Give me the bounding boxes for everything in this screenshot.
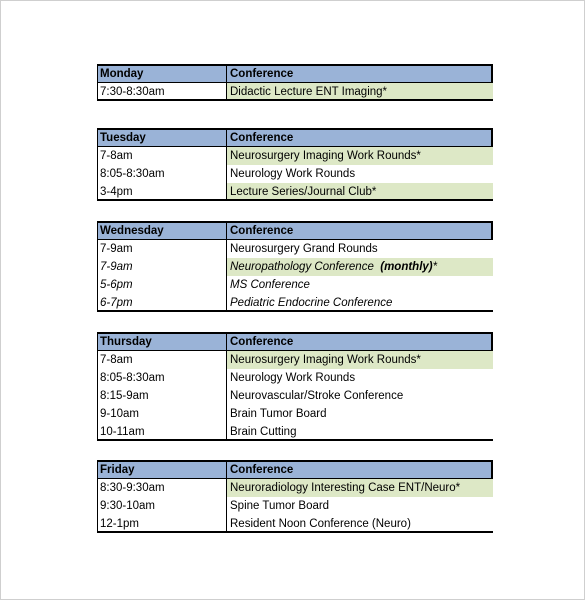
day-heading: Tuesday — [97, 130, 227, 146]
event-cell: MS Conference — [230, 279, 310, 291]
time-cell: 9-10am — [97, 405, 227, 423]
event-cell: Resident Noon Conference (Neuro) — [230, 518, 411, 530]
table-row — [97, 165, 493, 183]
time-cell: 8:30-9:30am — [97, 479, 227, 497]
schedule-block-friday — [97, 460, 493, 533]
table-row — [97, 387, 493, 405]
table-row — [97, 240, 493, 258]
day-heading: Monday — [97, 66, 227, 82]
day-heading: Wednesday — [97, 223, 227, 239]
time-cell: 9:30-10am — [97, 497, 227, 515]
event-frequency: (monthly) — [380, 261, 433, 273]
event-cell: Pediatric Endocrine Conference — [230, 297, 393, 309]
conference-heading: Conference — [230, 464, 294, 476]
conference-heading: Conference — [230, 132, 294, 144]
table-header — [97, 460, 493, 479]
event-cell: Neuroradiology Interesting Case ENT/Neuro* — [227, 479, 493, 497]
conference-heading: Conference — [230, 225, 294, 237]
event-cell: Spine Tumor Board — [230, 500, 330, 512]
schedule-block-tuesday — [97, 128, 493, 201]
event-cell: Didactic Lecture ENT Imaging* — [227, 83, 493, 99]
table-row — [97, 276, 493, 294]
time-cell: 7:30-8:30am — [97, 83, 227, 99]
event-cell: Neurovascular/Stroke Conference — [230, 390, 404, 402]
table-row — [97, 515, 493, 533]
time-cell: 8:05-8:30am — [97, 369, 227, 387]
conference-heading: Conference — [230, 68, 294, 80]
table-row — [97, 351, 493, 369]
table-row — [97, 479, 493, 497]
time-cell: 8:15-9am — [97, 387, 227, 405]
event-cell: Neurology Work Rounds — [230, 168, 356, 180]
event-cell: Neurosurgery Imaging Work Rounds* — [227, 351, 493, 369]
table-row — [97, 183, 493, 201]
time-cell: 10-11am — [97, 423, 227, 439]
table-header — [97, 64, 493, 83]
event-text: Neuropathology Conference — [230, 261, 374, 273]
time-cell: 3-4pm — [97, 183, 227, 199]
time-cell: 7-8am — [97, 147, 227, 165]
time-cell: 7-9am — [97, 258, 227, 276]
event-cell: Brain Cutting — [230, 426, 297, 438]
event-cell: Neurosurgery Grand Rounds — [230, 243, 378, 255]
schedule-block-wednesday — [97, 221, 493, 312]
event-asterisk: * — [432, 261, 438, 273]
schedule-block-thursday — [97, 332, 493, 441]
table-row — [97, 423, 493, 441]
time-cell: 7-9am — [97, 240, 227, 258]
event-cell: Neurosurgery Imaging Work Rounds* — [227, 147, 493, 165]
event-cell — [227, 258, 493, 276]
time-cell: 7-8am — [97, 351, 227, 369]
event-cell: Neurology Work Rounds — [230, 372, 356, 384]
table-header — [97, 128, 493, 147]
time-cell: 8:05-8:30am — [97, 165, 227, 183]
day-heading: Friday — [97, 462, 227, 478]
time-cell: 6-7pm — [97, 294, 227, 310]
table-header — [97, 221, 493, 240]
table-row — [97, 369, 493, 387]
table-row — [97, 258, 493, 276]
table-header — [97, 332, 493, 351]
conference-heading: Conference — [230, 336, 294, 348]
event-cell: Lecture Series/Journal Club* — [227, 183, 493, 199]
time-cell: 5-6pm — [97, 276, 227, 294]
table-row — [97, 83, 493, 101]
event-cell: Brain Tumor Board — [230, 408, 327, 420]
time-cell: 12-1pm — [97, 515, 227, 531]
day-heading: Thursday — [97, 334, 227, 350]
schedule-block-monday — [97, 64, 493, 101]
table-row — [97, 497, 493, 515]
table-row — [97, 294, 493, 312]
table-row — [97, 405, 493, 423]
table-row — [97, 147, 493, 165]
